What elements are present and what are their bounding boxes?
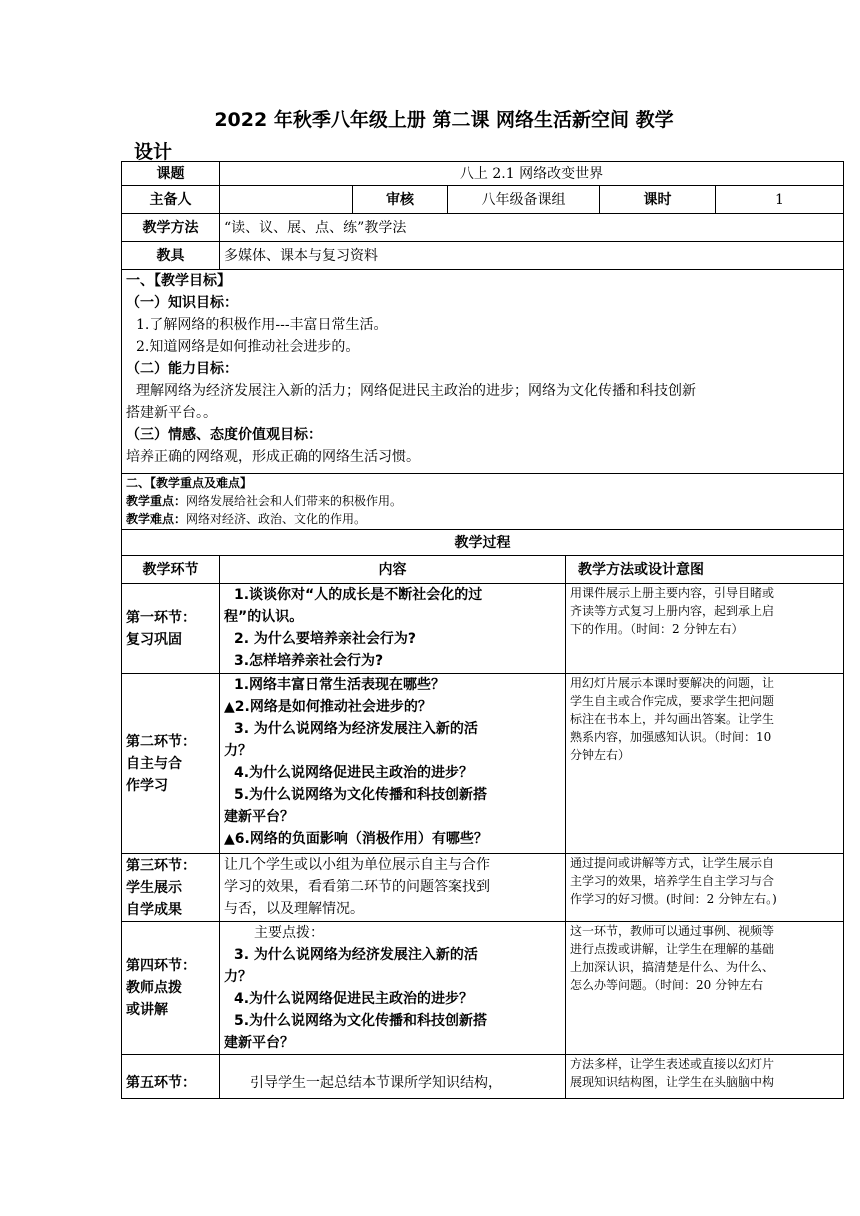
stage-name: 自主与合	[126, 755, 182, 772]
method-line: 通过提问或讲解等方式，让学生展示自	[570, 856, 775, 870]
preparer-label: 主备人	[122, 186, 220, 214]
content-line: 4.为什么说网络促进民主政治的进步？	[234, 991, 474, 1007]
content-line: 3.怎样培养亲社会行为?	[234, 653, 384, 669]
method-label: 教学方法	[122, 214, 220, 242]
method-row	[122, 214, 844, 242]
topic-label: 课题	[122, 162, 220, 186]
process-row	[122, 922, 844, 1055]
knowledge-item: 2.知道网络是如何推动社会进步的。	[136, 339, 360, 355]
col-method-header: 教学方法或设计意图	[566, 556, 844, 584]
title-line-2: 设计	[134, 141, 173, 163]
content-cell	[220, 1055, 566, 1099]
method-line: 用幻灯片展示本课时要解决的问题，让	[570, 676, 775, 690]
keypoints-cell	[122, 474, 844, 530]
process-row	[122, 674, 844, 854]
knowledge-heading: （一）知识目标：	[126, 295, 238, 311]
method-line: 展现知识结构图，让学生在头脑脑中构	[570, 1075, 775, 1089]
method-line: 学生自主或合作完成，要求学生把问题	[570, 694, 775, 708]
content-line: 建新平台？	[224, 1035, 294, 1051]
method-line: 用课件展示上册主要内容，引导目睹或	[570, 586, 775, 600]
objectives-row	[122, 270, 844, 474]
content-line: 1.网络丰富日常生活表现在哪些？	[234, 677, 446, 693]
method-cell	[566, 854, 844, 922]
difficulty-text: 网络对经济、政治、文化的作用。	[186, 512, 367, 526]
method-cell	[566, 584, 844, 674]
review-value: 八年级备课组	[448, 186, 600, 214]
stage-cell	[122, 674, 220, 854]
stage-cell	[122, 854, 220, 922]
method-cell	[566, 922, 844, 1055]
ability-heading: （二）能力目标：	[126, 361, 238, 377]
title-line-1: 2022 年秋季八年级上册 第二课 网络生活新空间 教学	[214, 109, 674, 131]
key-text: 网络发展给社会和人们带来的积极作用。	[186, 494, 403, 508]
content-line: 与否，以及理解情况。	[224, 901, 364, 917]
stage-cell	[122, 584, 220, 674]
stage-name: 复习巩固	[126, 631, 182, 648]
emotion-heading: （三）情感、态度价值观目标：	[126, 427, 322, 443]
content-line: 2. 为什么要培养亲社会行为?	[234, 631, 417, 647]
stage-name: 或讲解	[126, 1002, 168, 1018]
content-line: 1.谈谈你对“人的成长是不断社会化的过	[234, 587, 483, 603]
content-cell	[220, 922, 566, 1055]
preparer-row	[122, 186, 844, 214]
ability-text-line-2: 搭建新平台。。	[126, 405, 217, 421]
col-content-header: 内容	[220, 556, 566, 584]
method-value: “读、议、展、点、练”教学法	[220, 214, 844, 242]
period-value: 1	[716, 186, 844, 214]
stage-cell	[122, 1055, 220, 1099]
content-line: 学习的效果，看看第二环节的问题答案找到	[224, 879, 490, 895]
tools-label: 教具	[122, 242, 220, 270]
preparer-value	[220, 186, 353, 214]
content-line: 4.为什么说网络促进民主政治的进步？	[234, 765, 474, 781]
process-header-row	[122, 556, 844, 584]
method-line: 上加深认识，搞清楚是什么、为什么、	[570, 960, 775, 974]
process-row	[122, 854, 844, 922]
method-line: 作学习的好习惯。(时间：2 分钟左右。)	[570, 892, 777, 906]
process-heading: 教学过程	[122, 530, 844, 556]
col-stage-header: 教学环节	[122, 556, 220, 584]
content-line: 程”的认识。	[224, 609, 304, 625]
method-cell	[566, 1055, 844, 1099]
process-row	[122, 584, 844, 674]
topic-value: 八上 2.1 网络改变世界	[220, 162, 844, 186]
stage-cell	[122, 922, 220, 1055]
document-title	[134, 104, 754, 168]
content-line: 引导学生一起总结本节课所学知识结构，	[250, 1075, 502, 1091]
stage-name: 学生展示	[126, 879, 182, 896]
content-line: ▲2.网络是如何推动社会进步的？	[224, 699, 432, 715]
method-line: 主学习的效果，培养学生自主学习与合	[570, 874, 775, 888]
method-line: 这一环节，教师可以通过事例、视频等	[570, 924, 775, 938]
content-line: 力？	[224, 743, 252, 759]
stage-label: 第一环节：	[126, 609, 196, 626]
review-label: 审核	[353, 186, 448, 214]
objectives-cell	[122, 270, 844, 474]
content-cell	[220, 674, 566, 854]
process-heading-row	[122, 530, 844, 556]
process-row	[122, 1055, 844, 1099]
method-cell	[566, 674, 844, 854]
tools-row	[122, 242, 844, 270]
stage-label: 第四环节：	[126, 958, 196, 974]
tools-value: 多媒体、课本与复习资料	[220, 242, 844, 270]
content-line: 5.为什么说网络为文化传播和科技创新搭	[234, 1013, 488, 1029]
method-line: 进行点拨或讲解，让学生在理解的基础	[570, 942, 775, 956]
key-label: 教学重点：	[126, 494, 187, 508]
content-cell	[220, 584, 566, 674]
stage-name: 教师点拨	[126, 980, 182, 996]
topic-row	[122, 162, 844, 186]
method-line: 分钟左右）	[570, 748, 631, 762]
method-line: 方法多样，让学生表述或直接以幻灯片	[570, 1057, 775, 1071]
content-line: ▲6.网络的负面影响（消极作用）有哪些？	[224, 831, 488, 847]
content-line: 3. 为什么说网络为经济发展注入新的活	[234, 947, 478, 963]
stage-name: 作学习	[126, 777, 168, 794]
knowledge-item: 1.了解网络的积极作用---丰富日常生活。	[136, 317, 388, 333]
method-line: 标注在书本上，并勾画出答案。让学生	[570, 712, 775, 726]
stage-label: 第二环节：	[126, 733, 196, 750]
stage-label: 第五环节：	[126, 1075, 196, 1091]
emotion-text: 培养正确的网络观，形成正确的网络生活习惯。	[126, 449, 420, 465]
stage-label: 第三环节：	[126, 857, 196, 874]
method-line: 怎么办等问题。（时间：20 分钟左右	[570, 978, 764, 992]
period-label: 课时	[600, 186, 716, 214]
method-line: 熟系内容，加强感知认识。（时间：10	[570, 730, 772, 744]
objectives-heading: 一、【教学目标】	[126, 273, 231, 289]
method-line: 齐读等方式复习上册内容，起到承上启	[570, 604, 775, 618]
stage-name: 自学成果	[126, 901, 182, 918]
difficulty-label: 教学难点：	[126, 512, 187, 526]
content-line: 3. 为什么说网络为经济发展注入新的活	[234, 721, 478, 737]
method-line: 下的作用。（时间：2 分钟左右）	[570, 622, 744, 636]
content-line: 建新平台？	[224, 809, 294, 825]
content-line: 力？	[224, 969, 252, 985]
ability-text-line-1: 理解网络为经济发展注入新的活力；网络促进民主政治的进步；网络为文化传播和科技创新	[136, 383, 696, 399]
content-line: 让几个学生或以小组为单位展示自主与合作	[224, 857, 490, 873]
content-line: 主要点拨：	[254, 925, 324, 941]
content-line: 5.为什么说网络为文化传播和科技创新搭	[234, 787, 488, 803]
keypoints-row	[122, 474, 844, 530]
keypoints-heading: 二、【教学重点及难点】	[126, 476, 253, 490]
lesson-plan-table	[121, 161, 844, 1099]
content-cell	[220, 854, 566, 922]
